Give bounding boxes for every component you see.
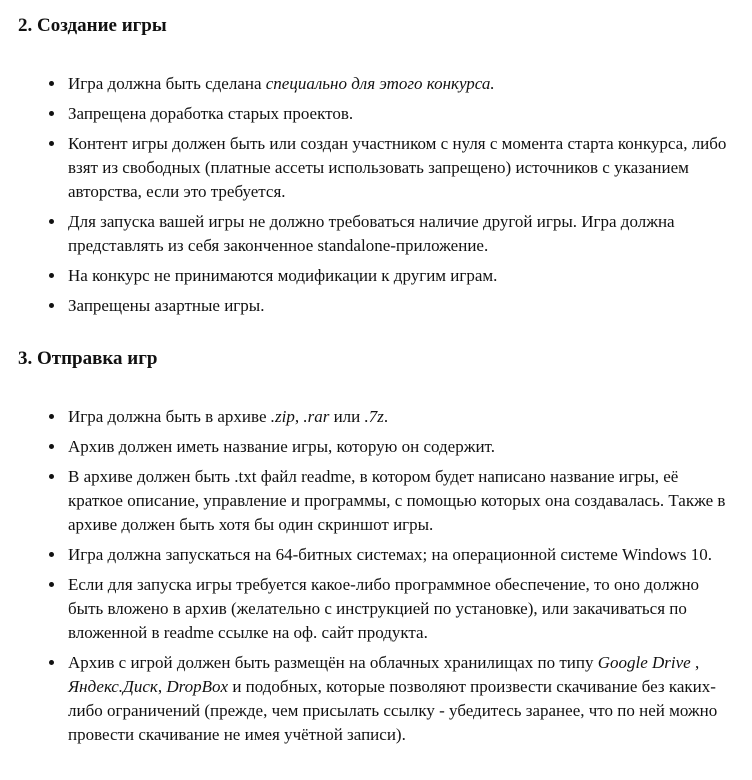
text: , [294, 407, 304, 426]
text: В архиве должен быть .txt файл readme, в котором будет написано название игры, её краткое описание, управление и программы, с помощью которых она создавалась. Также в архиве должен быть хотя бы один скриншот игры. [68, 467, 726, 534]
list-item [66, 102, 736, 126]
text: Игра должна запускаться на 64-битных системах; на операционной системе Windows 10. [68, 545, 713, 564]
text: , [157, 677, 167, 696]
text: и подобных, которые позволяют произвести скачивание без каких-либо ограничений (прежде, чем присылать ссылку - убедитесь заранее, что по ней можно провести скачивание не имея учётной записи). [68, 677, 718, 744]
section-game-creation [18, 14, 736, 318]
text: Если для запуска игры требуется какое-либо программное обеспечение, то оно должно быть вложено в архив (желательно с инструкцией по установке), или закачиваться по вложенной в readme ссылке на оф. сайт продукта. [68, 575, 700, 642]
list-item [66, 294, 736, 318]
italic-text: .7z [364, 407, 384, 426]
text: , [690, 653, 700, 672]
italic-text: .zip [270, 407, 295, 426]
list-item [66, 543, 736, 567]
text: Игра должна быть в архиве [68, 407, 271, 426]
list-item [66, 264, 736, 288]
rules-list-game-creation [18, 72, 736, 318]
list-item [66, 435, 736, 459]
text: или [329, 407, 365, 426]
italic-text: Google Drive [597, 653, 691, 672]
section-game-submission [18, 347, 736, 747]
text: Запрещена доработка старых проектов. [68, 104, 354, 123]
list-item [66, 573, 736, 645]
italic-text: специально для этого конкурса. [265, 74, 495, 93]
list-item [66, 405, 736, 429]
section-heading-game-submission: 3. Отправка игр [18, 348, 158, 369]
list-item [66, 651, 736, 747]
text: . [383, 407, 389, 426]
text: Архив с игрой должен быть размещён на облачных хранилищах по типу [68, 653, 598, 672]
text: На конкурс не принимаются модификации к другим играм. [68, 266, 498, 285]
italic-text: Яндекс.Диск [68, 677, 158, 696]
text: Архив должен иметь название игры, которую он содержит. [68, 437, 495, 456]
text: Игра должна быть сделана [68, 74, 266, 93]
list-item [66, 210, 736, 258]
rules-list-game-submission [18, 405, 736, 747]
list-item [66, 72, 736, 96]
list-item [66, 465, 736, 537]
text: Для запуска вашей игры не должно требоваться наличие другой игры. Игра должна представлять из себя законченное standalone-приложение. [68, 212, 675, 255]
text: Контент игры должен быть или создан участником с нуля с момента старта конкурса, либо взят из свободных (платные ассеты использовать запрещено) источников с указанием авторства, если это требуется. [68, 134, 727, 201]
list-item [66, 132, 736, 204]
section-heading-game-creation: 2. Создание игры [18, 15, 167, 36]
italic-text: .rar [303, 407, 330, 426]
text: Запрещены азартные игры. [68, 296, 265, 315]
italic-text: DropBox [166, 677, 229, 696]
